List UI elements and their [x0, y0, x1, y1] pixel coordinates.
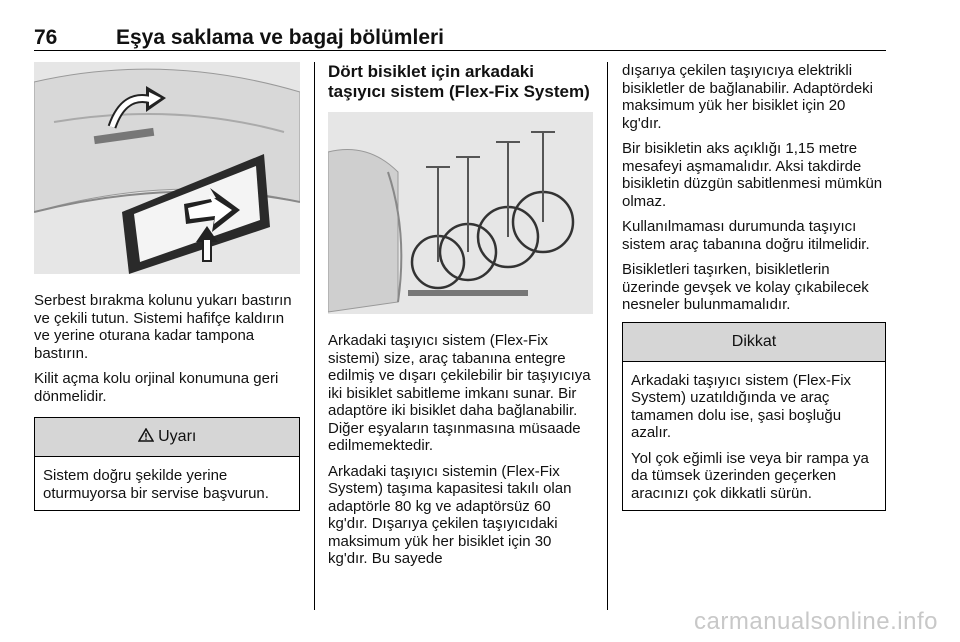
column-divider-1: [314, 62, 315, 610]
caution-title: Dikkat: [731, 332, 777, 350]
warning-title: Uyarı: [158, 428, 197, 445]
warning-body: [35, 457, 299, 510]
warning-text: Sistem doğru şekilde yerine oturmuyorsa bir servise başvurun.: [43, 467, 269, 502]
carrier-description: Arkadaki taşıyıcı sistem (Flex-Fix sistemi) size, araç tabanına entegre edilmiş ve dışarı çekilebilir bir taşıyıcıya iki bisiklet sabitleme imkanı sunar. Bir adaptöre iki bisiklet daha bağlanabilir. Diğer eşyaların taşınmasına müsaade edilmemektedir.: [328, 332, 591, 454]
page-number: 76: [34, 26, 58, 49]
column-divider-2: [607, 62, 608, 610]
adapter-load-note: dışarıya çekilen taşıyıcıya elektrikli bisikletler de bağlanabilir. Adaptördeki maksimum yük her bisiklet için 20 kg'dır.: [622, 62, 873, 132]
bike-carrier-illustration: [328, 112, 593, 314]
watermark: carmanualsonline.info: [694, 608, 938, 635]
caution-body: [623, 362, 885, 511]
caution-text-2: Yol çok eğimli ise veya bir rampa ya da tümsek üzerinden geçerken aracınızı çok dikkatli sürün.: [631, 449, 869, 502]
tow-bar-illustration: [34, 62, 300, 274]
column-2: [328, 62, 593, 576]
column-1: [34, 62, 300, 511]
page-header: [34, 22, 886, 52]
section-heading: Dört bisiklet için arkadaki taşıyıcı sistem (Flex-Fix System): [328, 62, 590, 101]
stow-note: Kullanılmaması durumunda taşıyıcı sistem araç tabanına doğru itilmelidir.: [622, 218, 870, 253]
lever-return-note: Kilit açma kolu orjinal konumuna geri dönmelidir.: [34, 370, 279, 405]
page-title: Eşya saklama ve bagaj bölümleri: [116, 26, 445, 49]
loose-objects-note: Bisikletleri taşırken, bisikletlerin üzerinde gevşek ve kolay çıkabilecek nesneler bulunmamalıdır.: [622, 261, 869, 313]
tow-bar-drawing: [34, 62, 300, 274]
bike-carrier-drawing: [328, 112, 593, 314]
header-rule: [34, 50, 886, 51]
column-3: [622, 62, 886, 511]
caution-box: [622, 322, 886, 512]
release-lever-instruction: Serbest bırakma kolunu yukarı bastırın ve çekili tutun. Sistemi hafifçe kaldırın ve yerine oturana kadar tampona bastırın.: [34, 292, 292, 362]
carrier-capacity: Arkadaki taşıyıcı sistemin (Flex-Fix System) taşıma kapasitesi takılı olan adaptörle 80 kg ve adaptörsüz 60 kg'dır. Dışarıya çekilen taşıyıcıdaki maksimum yük her bisiklet için 30 kg'dır. Bu sayede: [328, 462, 572, 567]
axle-distance-note: Bir bisikletin aks açıklığı 1,15 metre mesafeyi aşmamalıdır. Aksi takdirde bisikletin düzgün sabitlenmesi mümkün olmaz.: [622, 140, 883, 210]
caution-header: [623, 323, 885, 362]
warning-box: [34, 417, 300, 511]
warning-triangle-icon: [138, 428, 158, 445]
warning-header: [35, 418, 299, 457]
caution-text-1: Arkadaki taşıyıcı sistem (Flex-Fix System) uzatıldığında ve araç tamamen dolu ise, şasi boşluğu azalır.: [631, 371, 852, 441]
